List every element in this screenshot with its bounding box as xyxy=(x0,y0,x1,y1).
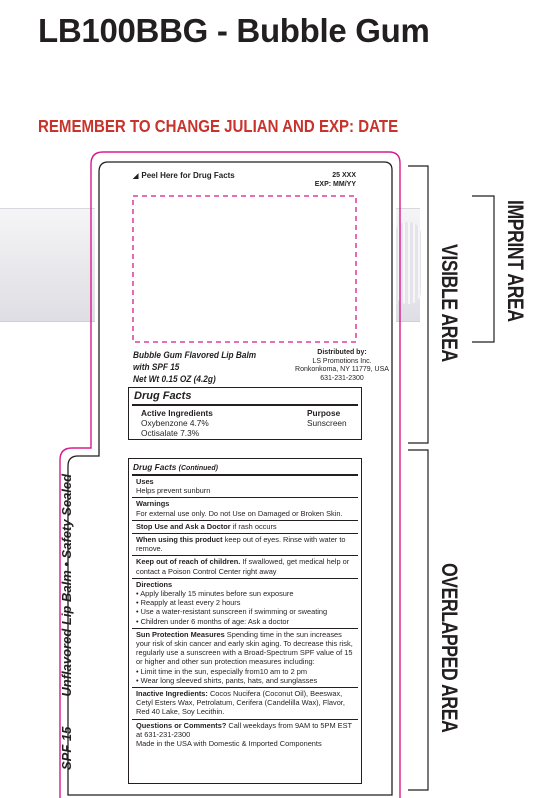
purpose-label: Purpose xyxy=(307,408,341,418)
visible-area-bracket xyxy=(408,166,428,443)
ingredient-1: Oxybenzone 4.7% xyxy=(141,418,209,428)
net-weight: Net Wt 0.15 OZ (4.2g) xyxy=(133,374,216,384)
stop-use-section: Stop Use and Ask a Doctor if rash occurs xyxy=(132,521,358,534)
sun-bullet: • Limit time in the sun, especially from10 am to 2 pm xyxy=(136,666,307,676)
direction-item: • Apply liberally 15 minutes before sun exposure xyxy=(136,589,294,599)
directions-section: Directions • Apply liberally 15 minutes before sun exposure • Reapply at least every 2 hours • Use a water-resistant sunscreen if swimming or sweating • Children under 6 months of age: Ask a doctor xyxy=(132,579,358,629)
direction-item: • Reapply at least every 2 hours xyxy=(136,598,241,608)
product-name-line2: with SPF 15 xyxy=(133,362,180,372)
distributor-block xyxy=(286,349,398,383)
side-spf: SPF 15 xyxy=(59,726,74,770)
uses-section: Uses Helps prevent sunburn xyxy=(132,476,358,498)
drug-facts-heading: Drug Facts xyxy=(134,390,192,402)
distributor-address: Ronkonkoma, NY 11779, USA xyxy=(295,366,389,374)
product-name-line1: Bubble Gum Flavored Lip Balm xyxy=(133,350,257,360)
overlapped-area-label: OVERLAPPED AREA xyxy=(437,563,462,733)
julian-exp-warning: REMEMBER TO CHANGE JULIAN AND EXP: DATE xyxy=(38,116,399,136)
peel-here-instruction: ◢ Peel Here for Drug Facts xyxy=(133,171,235,180)
drug-facts-continued-heading: Drug Facts (Continued) xyxy=(133,462,218,472)
visible-area-label: VISIBLE AREA xyxy=(437,244,462,362)
purpose-value: Sunscreen xyxy=(307,418,347,428)
direction-item: • Children under 6 months of age: Ask a doctor xyxy=(136,616,289,626)
exp-date: EXP: MM/YY xyxy=(314,181,356,188)
imprint-area-label: IMPRINT AREA xyxy=(503,200,528,322)
ingredient-2: Octisalate 7.3% xyxy=(141,428,200,438)
distributor-name: LS Promotions Inc. xyxy=(312,357,372,365)
made-in-usa: Made in the USA with Domestic & Imported Components xyxy=(136,739,322,749)
page-title: LB100BBG - Bubble Gum xyxy=(38,12,430,49)
drug-facts-box xyxy=(128,387,362,440)
inactive-ingredients-section: Inactive Ingredients: Cocos Nucifera (Coconut Oil), Beeswax, Cetyl Esters Wax, Petrolatum, Cerifera (Candelilla Wax), Flavor, Red 40 Lake, Soy Lecithin. xyxy=(132,688,358,720)
when-using-section: When using this product keep out of eyes. Rinse with water to remove. xyxy=(132,534,358,556)
lot-exp-code xyxy=(315,171,356,189)
distributor-heading: Distributed by: xyxy=(317,349,367,356)
side-main: Unflavored Lip Balm • Safety Sealed xyxy=(59,473,74,697)
product-name-block xyxy=(133,349,256,385)
overlapped-area-bracket xyxy=(408,450,428,790)
sun-protection-section: Sun Protection Measures Spending time in the sun increases your risk of skin cancer and early skin aging. To decrease this risk, regularly use a sunscreen with a Broad-Spectrum SPF value of 15 or higher and other sun protection measures including: • Limit time in the sun, especially from10 am to 2 pm • Wear long sleeved shirts, pants, hats, and sunglasses xyxy=(132,629,358,688)
triangle-icon: ◢ xyxy=(133,173,139,180)
sun-bullet: • Wear long sleeved shirts, pants, hats, and sunglasses xyxy=(136,675,318,685)
side-text xyxy=(59,474,74,770)
distributor-phone: 631-231-2300 xyxy=(320,374,364,382)
direction-item: • Use a water-resistant sunscreen if swimming or sweating xyxy=(136,607,328,617)
imprint-area-bracket xyxy=(472,196,494,342)
active-ingredients-label: Active Ingredients xyxy=(141,408,213,418)
lot-code: 25 XXX xyxy=(332,172,356,179)
drug-facts-continued-box xyxy=(128,458,362,784)
warnings-section: Warnings For external use only. Do not Use on Damaged or Broken Skin. xyxy=(132,498,358,520)
keep-out-section: Keep out of reach of children. If swallowed, get medical help or contact a Poison Control Center right away xyxy=(132,556,358,578)
questions-section: Questions or Comments? Call weekdays from 9AM to 5PM EST at 631-231-2300 Made in the USA with Domestic & Imported Components xyxy=(132,720,358,751)
drug-facts-rule xyxy=(132,404,358,406)
